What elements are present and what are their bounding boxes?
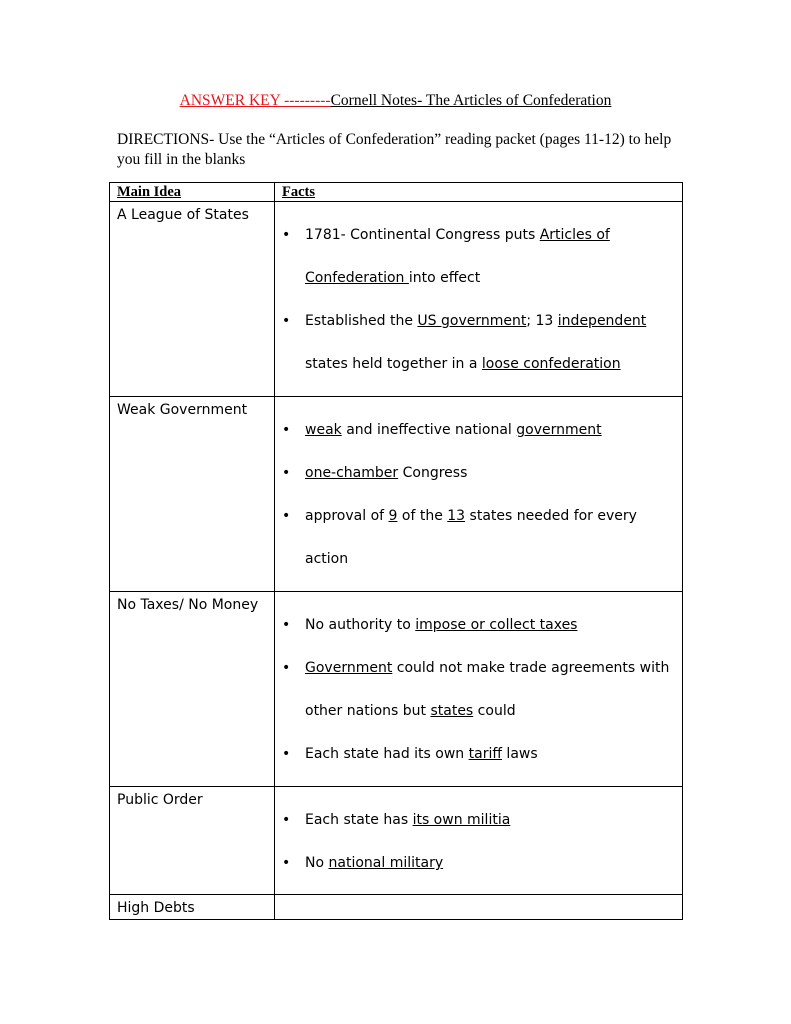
page-title [0, 92, 791, 110]
fact-item [275, 604, 682, 647]
answer-blank: one-chamber [305, 465, 399, 481]
fact-text: other nations but [305, 703, 431, 719]
fact-item [275, 409, 682, 452]
bullet-icon: • [282, 660, 291, 676]
fact-text: Each state had its own [305, 746, 469, 762]
answer-blank: independent [557, 313, 647, 329]
facts-cell [275, 787, 683, 895]
bullet-icon: • [282, 812, 291, 828]
table-row [110, 895, 683, 920]
facts-cell [275, 592, 683, 787]
fact-text: and ineffective national [341, 422, 517, 438]
fact-item [275, 214, 682, 257]
header-main-idea: Main Idea [110, 183, 275, 202]
answer-blank: 9 [388, 508, 398, 524]
main-idea-cell: A League of States [110, 202, 275, 397]
answer-key-label: ANSWER KEY --------- [179, 92, 331, 109]
fact-text: No [305, 855, 329, 871]
fact-continuation [275, 538, 682, 581]
facts-cell [275, 397, 683, 592]
fact-text: laws [501, 746, 538, 762]
main-idea-cell: Weak Government [110, 397, 275, 592]
answer-blank: loose confederation [481, 356, 621, 372]
bullet-icon: • [282, 617, 291, 633]
bullet-icon: • [282, 465, 291, 481]
bullet-icon: • [282, 313, 291, 329]
answer-blank: government [516, 422, 602, 438]
facts-cell [275, 895, 683, 920]
main-idea-cell: No Taxes/ No Money [110, 592, 275, 787]
answer-blank: states [430, 703, 474, 719]
answer-blank: national military [328, 855, 444, 871]
table-row [110, 397, 683, 592]
fact-continuation [275, 690, 682, 733]
table-row [110, 787, 683, 895]
fact-text: Congress [398, 465, 468, 481]
fact-text: of the [397, 508, 448, 524]
fact-text: No authority to [305, 617, 416, 633]
table-row [110, 202, 683, 397]
facts-cell [275, 202, 683, 397]
table-row [110, 592, 683, 787]
main-idea-cell: Public Order [110, 787, 275, 895]
fact-text: action [305, 551, 349, 567]
fact-text: Established the [305, 313, 418, 329]
bullet-icon: • [282, 508, 291, 524]
answer-blank: its own militia [412, 812, 511, 828]
fact-text: ; 13 [526, 313, 558, 329]
fact-text: states needed for every [465, 508, 637, 524]
directions-text: DIRECTIONS- Use the “Articles of Confederation” reading packet (pages 11-12) to help you fill in the blanks [117, 131, 672, 168]
fact-item [275, 452, 682, 495]
fact-item [275, 495, 682, 538]
fact-text: could [473, 703, 516, 719]
fact-text: states held together in a [305, 356, 482, 372]
title-text: Cornell Notes- The Articles of Confederation [330, 92, 612, 109]
fact-item [275, 799, 682, 842]
fact-item [275, 842, 682, 885]
answer-blank: Government [305, 660, 393, 676]
answer-blank: impose or collect taxes [415, 617, 578, 633]
fact-continuation [275, 257, 682, 300]
bullet-icon: • [282, 746, 291, 762]
fact-text: 1781- Continental Congress puts [305, 227, 540, 243]
fact-text: into effect [408, 270, 481, 286]
fact-item [275, 300, 682, 343]
answer-blank: Confederation [305, 270, 409, 286]
header-facts: Facts [275, 183, 683, 202]
answer-blank: US government [417, 313, 527, 329]
answer-blank: Articles of [539, 227, 610, 243]
answer-blank: tariff [468, 746, 502, 762]
answer-blank: 13 [447, 508, 466, 524]
fact-item [275, 733, 682, 776]
bullet-icon: • [282, 422, 291, 438]
table-header-row [110, 183, 683, 202]
fact-text: Each state has [305, 812, 413, 828]
fact-text: could not make trade agreements with [392, 660, 670, 676]
cornell-notes-table [109, 182, 683, 920]
main-idea-cell: High Debts [110, 895, 275, 920]
answer-blank: weak [305, 422, 342, 438]
bullet-icon: • [282, 227, 291, 243]
fact-item [275, 647, 682, 690]
fact-text: approval of [305, 508, 389, 524]
fact-continuation [275, 343, 682, 386]
bullet-icon: • [282, 855, 291, 871]
